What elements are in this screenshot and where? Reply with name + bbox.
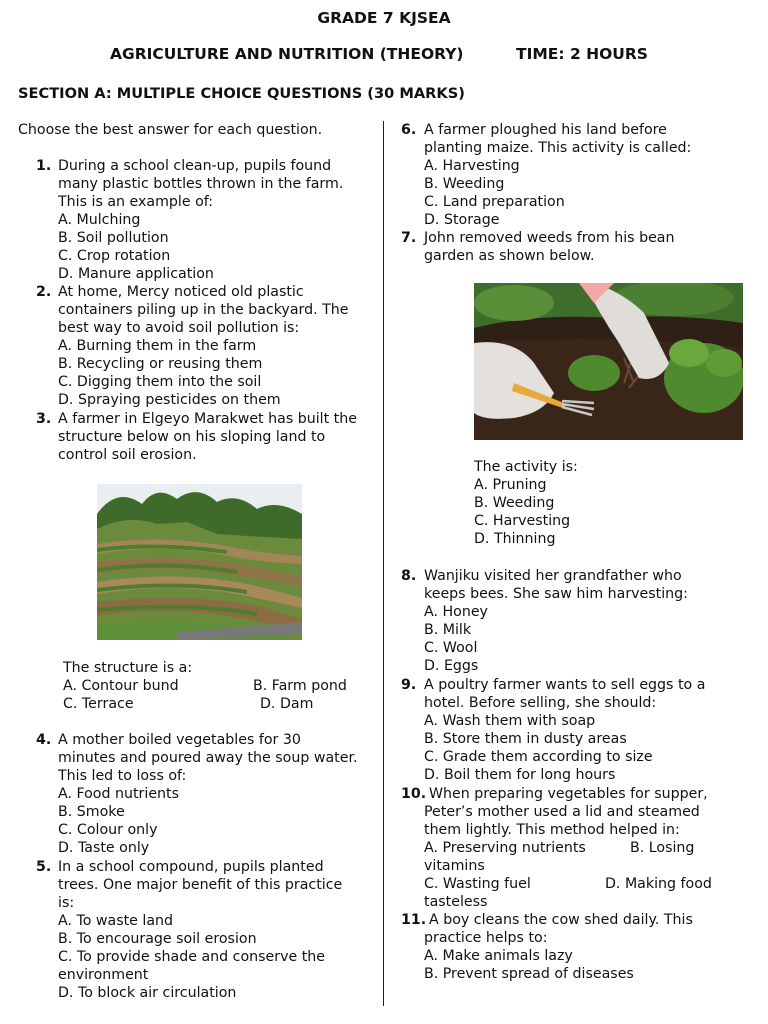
question-number: 2. [36,284,52,300]
question-text: A poultry farmer wants to sell eggs to a [424,677,706,693]
question-stem: The structure is a: [63,660,193,676]
answer-option: D. Storage [424,212,500,228]
answer-option: B. Store them in dusty areas [424,731,627,747]
answer-option: B. Losing [630,840,695,856]
answer-option: A. Honey [424,604,488,620]
answer-option: D. Thinning [474,531,556,547]
answer-option: C. Harvesting [474,513,571,529]
question-text: is: [58,895,75,911]
question-text: structure below on his sloping land to [58,429,326,445]
question-text: many plastic bottles thrown in the farm. [58,176,344,192]
question-text: minutes and poured away the soup water. [58,750,358,766]
section-heading: SECTION A: MULTIPLE CHOICE QUESTIONS (30 MARKS) [18,85,465,102]
answer-option: A. Mulching [58,212,141,228]
question-stem: The activity is: [474,459,578,475]
answer-option: B. Smoke [58,804,125,820]
answer-option: C. To provide shade and conserve the [58,949,326,965]
answer-option: B. Recycling or reusing them [58,356,263,372]
question-number: 4. [36,732,52,748]
subject-title: AGRICULTURE AND NUTRITION (THEORY) [110,45,464,63]
answer-option: D. Taste only [58,840,150,856]
question-text: John removed weeds from his bean [424,230,675,246]
question-text: A boy cleans the cow shed daily. This [429,912,693,928]
question-number: 8. [401,568,417,584]
answer-option: A. Food nutrients [58,786,180,802]
weeding-photo [474,283,743,440]
answer-option: A. Burning them in the farm [58,338,257,354]
question-number: 10. [401,786,427,802]
question-text: containers piling up in the backyard. The [58,302,349,318]
question-text: This is an example of: [58,194,214,210]
answer-option: B. Weeding [424,176,505,192]
answer-option: C. Grade them according to size [424,749,653,765]
answer-option: B. Milk [424,622,472,638]
question-text: planting maize. This activity is called: [424,140,692,156]
question-text: During a school clean-up, pupils found [58,158,332,174]
question-text: hotel. Before selling, she should: [424,695,657,711]
question-text: A farmer in Elgeyo Marakwet has built the [58,411,357,427]
exam-time: TIME: 2 HOURS [516,45,648,63]
question-text: This led to loss of: [58,768,187,784]
answer-option: C. Terrace [63,696,134,712]
answer-option: A. To waste land [58,913,174,929]
exam-title: GRADE 7 KJSEA [317,9,451,27]
answer-option: D. Making food [605,876,712,892]
question-text: Peter’s mother used a lid and steamed [424,804,700,820]
answer-option: B. Farm pond [253,678,347,694]
answer-option: A. Contour bund [63,678,179,694]
instruction-text: Choose the best answer for each question. [18,122,323,138]
column-divider [383,121,384,1006]
answer-option: A. Wash them with soap [424,713,596,729]
question-number: 7. [401,230,417,246]
question-text: When preparing vegetables for supper, [429,786,708,802]
answer-option: B. Weeding [474,495,555,511]
answer-option: vitamins [424,858,485,874]
answer-option: C. Colour only [58,822,158,838]
question-text: them lightly. This method helped in: [424,822,680,838]
answer-option: A. Pruning [474,477,547,493]
answer-option: D. To block air circulation [58,985,237,1001]
answer-option: D. Manure application [58,266,214,282]
answer-option: A. Make animals lazy [424,948,573,964]
question-text: In a school compound, pupils planted [58,859,324,875]
answer-option: C. Wool [424,640,478,656]
answer-option: environment [58,967,149,983]
answer-option: D. Eggs [424,658,479,674]
question-text: Wanjiku visited her grandfather who [424,568,682,584]
answer-option: D. Dam [260,696,314,712]
answer-option: B. Prevent spread of diseases [424,966,634,982]
answer-option: B. To encourage soil erosion [58,931,257,947]
terrace-photo [97,484,302,640]
answer-option: A. Harvesting [424,158,520,174]
answer-option: tasteless [424,894,488,910]
question-number: 5. [36,859,52,875]
question-text: garden as shown below. [424,248,595,264]
question-text: practice helps to: [424,930,548,946]
answer-option: D. Boil them for long hours [424,767,616,783]
question-text: At home, Mercy noticed old plastic [58,284,304,300]
answer-option: C. Digging them into the soil [58,374,262,390]
question-text: trees. One major benefit of this practice [58,877,343,893]
answer-option: C. Crop rotation [58,248,171,264]
answer-option: C. Wasting fuel [424,876,531,892]
question-text: A mother boiled vegetables for 30 [58,732,301,748]
question-number: 1. [36,158,52,174]
answer-option: D. Spraying pesticides on them [58,392,281,408]
question-number: 6. [401,122,417,138]
question-text: A farmer ploughed his land before [424,122,667,138]
answer-option: A. Preserving nutrients [424,840,586,856]
question-number: 9. [401,677,417,693]
question-text: control soil erosion. [58,447,197,463]
question-number: 11. [401,912,427,928]
question-number: 3. [36,411,52,427]
question-text: keeps bees. She saw him harvesting: [424,586,688,602]
question-text: best way to avoid soil pollution is: [58,320,300,336]
answer-option: B. Soil pollution [58,230,169,246]
answer-option: C. Land preparation [424,194,565,210]
